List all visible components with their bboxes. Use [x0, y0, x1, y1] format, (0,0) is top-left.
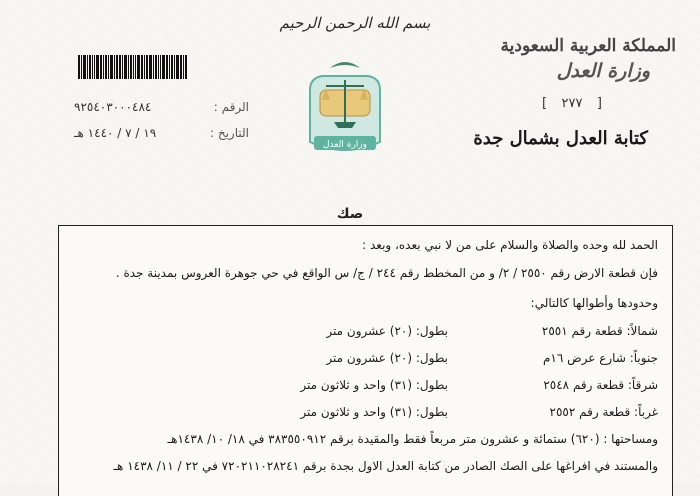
ministry-name: وزارة العدل: [556, 60, 650, 82]
document-title: صك: [336, 206, 364, 222]
boundary-length: بطول: (٢٠) عشرون متر: [326, 351, 448, 365]
intro-line: الحمد لله وحده والصلاة والسلام على من لا نبي بعده، وبعد :: [362, 238, 658, 252]
boundaries-intro: وحدودها وأطوالها كالتالي:: [530, 296, 658, 310]
area-line: ومساحتها : (٦٢٠) ستمائة و عشرون متر مربعاً فقط والمقيدة برقم ٣٨٣٥٥٠٩١٢ في ١٨/ ١٠/ ١٤٣٨هـ: [167, 432, 658, 446]
logo-text: وزارة العدل: [323, 140, 367, 150]
boundary-side: جنوباً: شارع عرض ١٦م: [542, 351, 658, 365]
boundary-length: بطول: (٣١) واحد و ثلاثون متر: [300, 378, 448, 392]
boundary-side: شمالاً: قطعة رقم ٢٥٥١: [541, 324, 658, 338]
barcode: [78, 55, 215, 79]
boundary-side: شرقاً: قطعة رقم ٢٥٤٨: [543, 378, 658, 392]
reference-label: الرقم :: [213, 100, 249, 114]
boundary-side: غرباً: قطعة رقم ٢٥٥٢: [549, 405, 658, 419]
kingdom-name: المملكة العربية السعودية: [500, 36, 676, 56]
basmala: بسم الله الرحمن الرحيم: [279, 14, 431, 32]
boundary-length: بطول: (٢٠) عشرون متر: [326, 324, 448, 338]
parcel-line: فإن قطعة الارض رقم ٢٥٥٠ / ٢/ و من المخطط رقم ٢٤٤ / ج/ س الواقع في حي جوهرة العروس بمدينة جدة .: [115, 266, 658, 280]
date-label: التاريخ :: [209, 126, 249, 140]
boundary-length: بطول: (٣١) واحد و ثلاثون متر: [300, 405, 448, 419]
office-code: [ ٢٧٧ ]: [548, 95, 596, 113]
office-name: كتابة العدل بشمال جدة: [473, 128, 648, 149]
date-value: ١٩ / ٧ / ١٤٤٠ هـ: [74, 126, 157, 140]
reference-line: والمستند في افراغها على الصك الصادر من كتابة العدل الاول بجدة برقم ٧٢٠٢١١٠٢٨٢٤١ في ٢٢ / ١١/ ١٤٣٨ هـ: [113, 459, 658, 473]
ministry-logo: [300, 50, 390, 160]
deed-content-box: [58, 225, 673, 496]
reference-row: [74, 100, 249, 118]
date-row: [74, 126, 249, 144]
reference-value: ٩٢٥٤٠٣٠٠٠٤٨٤: [74, 100, 152, 114]
